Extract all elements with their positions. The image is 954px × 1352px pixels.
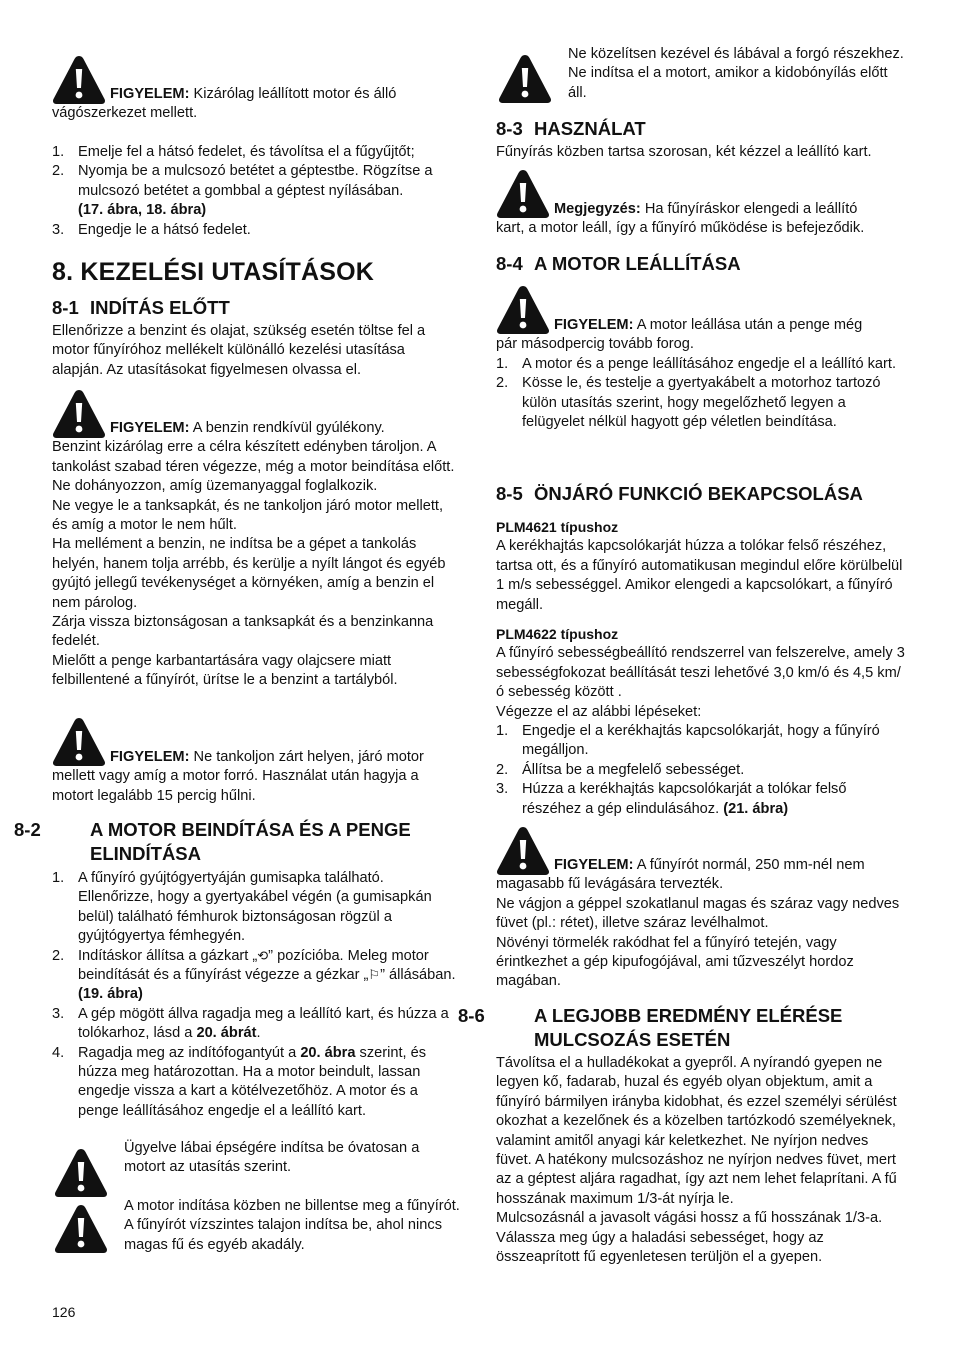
section-heading-8-4: 8-4 A MOTOR LEÁLLÍTÁSA [496, 253, 741, 274]
warning-icon [54, 1204, 108, 1254]
section-heading-8-6: 8-6 A LEGJOBB EREDMÉNY ELÉRÉSE MULCSOZÁS ESETÉN [458, 1005, 843, 1050]
caution-text-0: Ne közelítsen kezével és lábával a forgó részekhez. Ne indítsa el a motort, amikor a kidobónyílás előtt áll. [568, 46, 904, 101]
model-subheading: PLM4622 típushoz [496, 626, 619, 643]
section-text: Fűnyírás közben tartsa szorosan, két kézzel a leállító kart. [496, 144, 872, 160]
list-item: 2. Nyomja be a mulcsozó betétet a géptestbe. Rögzítse a mulcsozó betétet a gombbal a géptest nyílásában. (17. ábra, 18. ábra) [52, 163, 433, 219]
list-item: 1. Emelje fel a hátsó fedelet, és távolítsa el a fűgyűjtőt; [52, 144, 415, 160]
section-heading-8-1: 8-1 INDÍTÁS ELŐTT [52, 297, 230, 318]
throttle-icon: ⚐ [368, 968, 381, 984]
caution-text-2: A motor indítása közben ne billentse meg a fűnyírót. A fűnyírót vízszintes talajon indítsa be, ahol nincs magas fű és egyéb akadály. [124, 1198, 460, 1253]
steps-list-1 [52, 143, 460, 240]
list-item: 1. A fűnyíró gyújtógyertyáján gumisapka található. Ellenőrizze, hogy a gyertyakábel végén (a gumisapkán belül) található fémhurok biztonságosan rögzül a gyújtógyertya fémhegyén. [52, 870, 432, 945]
list-item: 2. Állítsa be a megfelelő sebességet. [496, 761, 745, 778]
mulching-section: Távolítsa el a hulladékokat a gyepről. A nyírandó gyepen ne legyen kő, fadarab, huzal és egyéb olyan objektum, amit a fűnyíró bármilyen irányba kidobhat, és ezzel személyi sérülést okozhat a kezelőnek és a közelben tartózkodó személyeknek, valamint amitől anyagi kár keletkezhet. Ne nyírjon nedves füvet. A hatékony mulcsozáshoz ne nyírjon nedves füvet, mert az a géptest aljára ragadhat, így azt nem lehet felaprítani. A fű hosszának maximum 1/3-át nyírja le. Mulcsozásnál a javasolt vágási hossz a fű hosszának 1/3-a. Válassza meg úgy a haladási sebességet, hogy az összeaprított fű egyenletesen terüljön el a gyepen. [496, 1055, 897, 1266]
list-item: 3. Engedje le a hátsó fedelet. [52, 221, 251, 238]
warning-icon [498, 54, 552, 104]
chapter-title: 8. KEZELÉSI UTASÍTÁSOK [52, 258, 375, 286]
section-text: Ellenőrizze a benzint és olajat, szükség esetén töltse fel a motor fűnyíróhoz mellékelt különálló kezelési utasítása alapján. Az utasításokat figyelmesen olvassa el. [52, 323, 426, 378]
warning-block-5: FIGYELEM: A fűnyírót normál, 250 mm-nél nem magasabb fű levágására tervezték. Ne vágjon a géppel szokatlanul magas és száraz vagy nedves füvet (pl.: rétet), illetve száraz levélhalmot. Növényi törmelék rakódhat fel a fűnyíró tetején, vagy érintkezhet a gép kipufogójával, ami tűzveszélyt hordoz magában. [496, 857, 900, 990]
list-item: 3. A gép mögött állva ragadja meg a leállító kart, és húzza a tolókarhoz, lásd a 20. ábrát. [52, 1005, 449, 1042]
list-item: 1. A motor és a penge leállításához engedje el a leállító kart. [496, 355, 897, 372]
caution-text-1: Ügyelve lábai épségére indítsa be óvatosan a motort az utasítás szerint. [124, 1140, 420, 1176]
warning-block-2: FIGYELEM: A benzin rendkívül gyúlékony. Benzint kizárólag erre a célra készített edényben tároljon. A tankolást szabad téren végezze, még a motor beindítása előtt. Ne dohányozzon, amíg üzemanyaggal foglalkozik. Ne vegye le a tanksapkát, és ne tankoljon járó motor mellett, és amíg a motor le nem hűlt. Ha mellément a benzin, ne indítsa be a gépet a tankolás helyén, hanem tolja arrébb, és kerülje a nyílt lángot és egyéb gyújtó jellegű tevékenységet a környéken, amíg a benzin el nem párolog. Zárja vissza biztonságosan a tanksapkát és a benzinkanna fedelét. Mielőtt a penge karbantartására vagy olajcsere miatt felbillentené a fűnyírót, ürítse le a benzint a tartályból. [52, 420, 455, 689]
section-heading-8-2: 8-2 A MOTOR BEINDÍTÁSA ÉS A PENGE ELINDÍTÁSA [14, 819, 411, 864]
section-heading-8-5: 8-5 ÖNJÁRÓ FUNKCIÓ BEKAPCSOLÁSA [496, 483, 863, 504]
list-item: 2. Indításkor állítsa a gázkart „⟲” pozícióba. Meleg motor beindítását és a fűnyírást végezze a gézkar „⚐” állásában. (19. ábra) [52, 947, 456, 1003]
list-item: 3. Húzza a kerékhajtás kapcsolókarját a tolókar felső részéhez a gép elindulásához. (21. ábra) [496, 781, 847, 817]
list-item: 2. Kösse le, és testelje a gyertyakábelt a motorhoz tartozó külön utasítás szerint, hogy megelőzhető legyen a felügyelet nélkül hagyott gép véletlen beindítása. [496, 375, 881, 431]
warning-block-3: FIGYELEM: Ne tankoljon zárt helyen, járó motor mellett vagy amíg a motor forró. Használat után hagyja a motort legalább 15 percig hűlni. [52, 749, 424, 804]
warning-block-4: FIGYELEM: A motor leállása után a penge még pár másodpercig tovább forog. 1. A motor és a penge leállításához engedje el a leállító kart. 2. Kösse le, és testelje a gyertyakábelt a motorhoz tartozó külön utasítás szerint, hogy megelőzhető legyen a felügyelet nélkül hagyott gép véletlen beindítása. [496, 316, 908, 432]
section-heading-8-3: 8-3 HASZNÁLAT [496, 118, 646, 139]
choke-icon: ⟲ [257, 948, 269, 964]
self-propelled-section: PLM4621 típushoz A kerékhajtás kapcsolókarját húzza a tolókar felső részéhez, tartsa ott, és a fűnyíró automatikusan megindul előre körülbelül 1 m/s sebességgel. Amikor elengedi a kapcsolókart, a fűnyíró megáll. PLM4622 típushoz A fűnyíró sebességbeállító rendszerrel van felszerelve, amely 3 sebességfokozat beállítását teszi lehetővé 3,0 km/ó és 4,5 km/ó sebesség között . Végezze el az alábbi lépéseket: 1. Engedje el a kerékhajtás kapcsolókarját, hogy a fűnyíró megálljon. 2. Állítsa be a megfelelő sebességet. 3. Húzza a kerékhajtás kapcsolókarját a tolókar felső részéhez a gép elindulásához. (21. ábra) [496, 518, 908, 819]
warning-icon [54, 1148, 108, 1198]
warning-block-1: FIGYELEM: Kizárólag leállított motor és álló vágószerkezet mellett. [52, 86, 397, 122]
warning-label: FIGYELEM: [110, 86, 190, 102]
note-block: Megjegyzés: Ha fűnyíráskor elengedi a leállító kart, a motor leáll, így a fűnyíró működése is befejeződik. [496, 201, 865, 237]
page-number: 126 [52, 1304, 76, 1320]
steps-list-2 [52, 869, 460, 1121]
model-subheading: PLM4621 típushoz [496, 519, 619, 535]
list-item: 4. Ragadja meg az indítófogantyút a 20. ábra szerint, és húzza meg határozottan. Ha a motor beindult, lassan engedje vissza a kart a kötélvezetőhöz. A motor és a penge leállításához engedje el a leállító kart. [52, 1044, 427, 1119]
list-item: 1. Engedje el a kerékhajtás kapcsolókarját, hogy a fűnyíró megálljon. [496, 723, 880, 759]
